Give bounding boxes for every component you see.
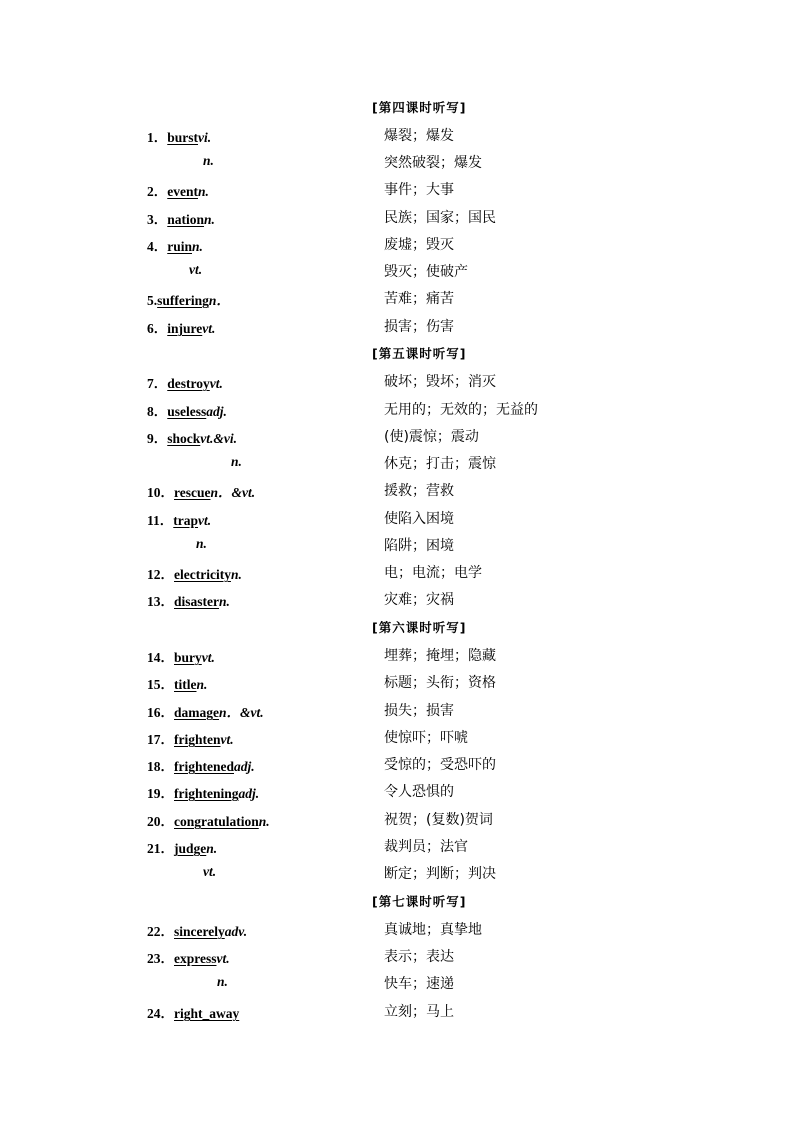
entry-pos: n．&vt. xyxy=(210,485,256,500)
entry-meaning: 废墟；毁灭 xyxy=(384,237,454,253)
entry-number: 9． xyxy=(147,431,168,446)
entry-term xyxy=(147,810,270,830)
entry-word: sincerely xyxy=(174,924,225,939)
entry-term xyxy=(147,701,264,721)
entry-meaning: 损失；损害 xyxy=(384,703,454,719)
entry-number: 21． xyxy=(147,841,174,856)
entry-word: electricity xyxy=(174,567,231,582)
entry-term xyxy=(147,400,227,420)
entry-pos: vt. xyxy=(189,262,203,277)
entry-term xyxy=(147,289,230,309)
entry-number: 5. xyxy=(147,293,158,308)
entry-number: 11． xyxy=(147,513,174,528)
section-heading-6: [第六课时听写] xyxy=(372,620,467,635)
entry-pos: n．&vt. xyxy=(219,705,264,720)
entry-number: 7． xyxy=(147,376,168,391)
entry-pos: vt. xyxy=(220,732,234,747)
entry-pos: adj. xyxy=(234,759,255,774)
entry-pos: n. xyxy=(217,974,228,989)
entry-word: injure xyxy=(167,321,203,336)
entry-pos: n. xyxy=(204,212,215,227)
entry-pos: vt. xyxy=(202,321,216,336)
entry-pos: n. xyxy=(231,454,242,469)
entry-word: trap xyxy=(173,513,199,528)
entry-number: 12． xyxy=(147,567,174,582)
entry-number: 8． xyxy=(147,404,168,419)
entry-word: destroy xyxy=(167,376,210,391)
entry-term xyxy=(147,481,255,501)
entry-number: 23． xyxy=(147,951,174,966)
entry-pos: vt.&vi. xyxy=(200,431,238,446)
section-heading-7: [第七课时听写] xyxy=(372,894,467,909)
entry-meaning: 民族；国家；国民 xyxy=(384,210,496,226)
entry-pos: n. xyxy=(196,536,207,551)
entry-meaning: 使惊吓；吓唬 xyxy=(384,730,468,746)
entry-term xyxy=(231,454,242,470)
entry-term xyxy=(147,180,209,200)
entry-word: right_away xyxy=(174,1006,240,1021)
entry-meaning: 埋葬；掩埋；隐藏 xyxy=(384,648,496,664)
entry-meaning: 令人恐惧的 xyxy=(384,784,454,800)
entry-term xyxy=(147,920,247,940)
entry-meaning: 毁灭；使破产 xyxy=(384,264,468,280)
entry-word: frightened xyxy=(174,759,234,774)
entry-term xyxy=(203,153,214,169)
entry-number: 2． xyxy=(147,184,168,199)
entry-pos: vt. xyxy=(198,513,212,528)
entry-number: 3． xyxy=(147,212,168,227)
entry-term xyxy=(147,126,211,146)
entry-word: suffering xyxy=(157,293,209,308)
entry-number: 15． xyxy=(147,677,174,692)
entry-term xyxy=(196,536,207,552)
entry-pos: n. xyxy=(219,594,230,609)
entry-meaning: 使陷入困境 xyxy=(384,511,454,527)
entry-meaning: 真诚地；真挚地 xyxy=(384,922,482,938)
entry-number: 6． xyxy=(147,321,168,336)
entry-term xyxy=(147,947,230,967)
entry-meaning: 表示；表达 xyxy=(384,949,454,965)
entry-word: disaster xyxy=(174,594,219,609)
entry-pos: n． xyxy=(208,293,230,308)
entry-meaning: 爆裂；爆发 xyxy=(384,128,454,144)
entry-term xyxy=(189,262,202,278)
entry-number: 20． xyxy=(147,814,174,829)
entry-pos: n. xyxy=(203,153,214,168)
entry-meaning: 休克；打击；震惊 xyxy=(384,456,496,472)
entry-number: 24． xyxy=(147,1006,174,1021)
entry-meaning: 陷阱；困境 xyxy=(384,538,454,554)
entry-word: burst xyxy=(167,130,199,145)
entry-number: 18． xyxy=(147,759,174,774)
entry-term xyxy=(147,646,215,666)
entry-meaning: 损害；伤害 xyxy=(384,319,454,335)
entry-term xyxy=(147,782,259,802)
entry-word: frighten xyxy=(174,732,221,747)
entry-meaning: 灾难；灾祸 xyxy=(384,592,454,608)
entry-word: frightening xyxy=(174,786,239,801)
entry-meaning: 受惊的；受恐吓的 xyxy=(384,757,496,773)
entry-term xyxy=(147,208,215,228)
entry-word: ruin xyxy=(167,239,193,254)
section-heading-4: [第四课时听写] xyxy=(372,100,467,115)
entry-word: damage xyxy=(174,705,219,720)
entry-term xyxy=(147,509,211,529)
entry-pos: vt. xyxy=(216,951,230,966)
entry-meaning: 无用的；无效的；无益的 xyxy=(384,402,538,418)
entry-meaning: 破坏；毁坏；消灭 xyxy=(384,374,496,390)
entry-meaning: 事件；大事 xyxy=(384,182,454,198)
entry-meaning: 援救；营救 xyxy=(384,483,454,499)
entry-pos: n. xyxy=(230,567,242,582)
entry-number: 22． xyxy=(147,924,174,939)
entry-word: event xyxy=(167,184,198,199)
entry-meaning: 祝贺；(复数)贺词 xyxy=(384,812,493,828)
entry-term xyxy=(147,563,242,583)
entry-number: 13． xyxy=(147,594,174,609)
entry-pos: n. xyxy=(206,841,218,856)
entry-number: 1． xyxy=(147,130,168,145)
entry-meaning: 断定；判断；判决 xyxy=(384,866,496,882)
entry-term xyxy=(147,673,207,693)
entry-pos: n. xyxy=(258,814,270,829)
entry-term xyxy=(147,728,234,748)
entry-meaning: 立刻；马上 xyxy=(384,1004,454,1020)
entry-term xyxy=(147,427,237,447)
entry-number: 19． xyxy=(147,786,174,801)
entry-number: 10． xyxy=(147,485,174,500)
entry-pos: adj. xyxy=(206,404,227,419)
entry-meaning: 苦难；痛苦 xyxy=(384,291,454,307)
entry-pos: n. xyxy=(198,184,209,199)
entry-meaning: (使)震惊；震动 xyxy=(384,429,479,445)
entry-number: 4． xyxy=(147,239,168,254)
entry-meaning: 裁判员；法官 xyxy=(384,839,468,855)
entry-term xyxy=(147,590,230,610)
entry-word: congratulation xyxy=(174,814,259,829)
entry-term xyxy=(217,974,228,990)
entry-meaning: 标题；头衔；资格 xyxy=(384,675,496,691)
entry-pos: adj. xyxy=(238,786,260,801)
entry-pos: n. xyxy=(192,239,203,254)
entry-term xyxy=(147,1002,239,1022)
section-heading-5: [第五课时听写] xyxy=(372,346,467,361)
entry-term xyxy=(147,755,255,775)
entry-word: useless xyxy=(167,404,207,419)
entry-word: title xyxy=(174,677,197,692)
entry-word: shock xyxy=(167,431,201,446)
entry-pos: n. xyxy=(196,677,208,692)
entry-pos: adv. xyxy=(224,924,248,939)
entry-term xyxy=(147,372,223,392)
entry-term xyxy=(203,864,216,880)
entry-pos: vt. xyxy=(203,864,217,879)
entry-meaning: 电；电流；电学 xyxy=(384,565,482,581)
entry-word: judge xyxy=(174,841,207,856)
entry-meaning: 突然破裂；爆发 xyxy=(384,155,482,171)
entry-number: 16． xyxy=(147,705,174,720)
entry-number: 14． xyxy=(147,650,174,665)
entry-pos: vt. xyxy=(209,376,223,391)
entry-word: bury xyxy=(174,650,202,665)
entry-pos: vi. xyxy=(198,130,212,145)
entry-term xyxy=(147,317,215,337)
entry-word: express xyxy=(174,951,217,966)
entry-word: rescue xyxy=(174,485,211,500)
entry-pos: vt. xyxy=(201,650,215,665)
entry-number: 17． xyxy=(147,732,174,747)
entry-term xyxy=(147,235,203,255)
entry-word: nation xyxy=(167,212,205,227)
entry-meaning: 快车；速递 xyxy=(384,976,454,992)
entry-term xyxy=(147,837,217,857)
